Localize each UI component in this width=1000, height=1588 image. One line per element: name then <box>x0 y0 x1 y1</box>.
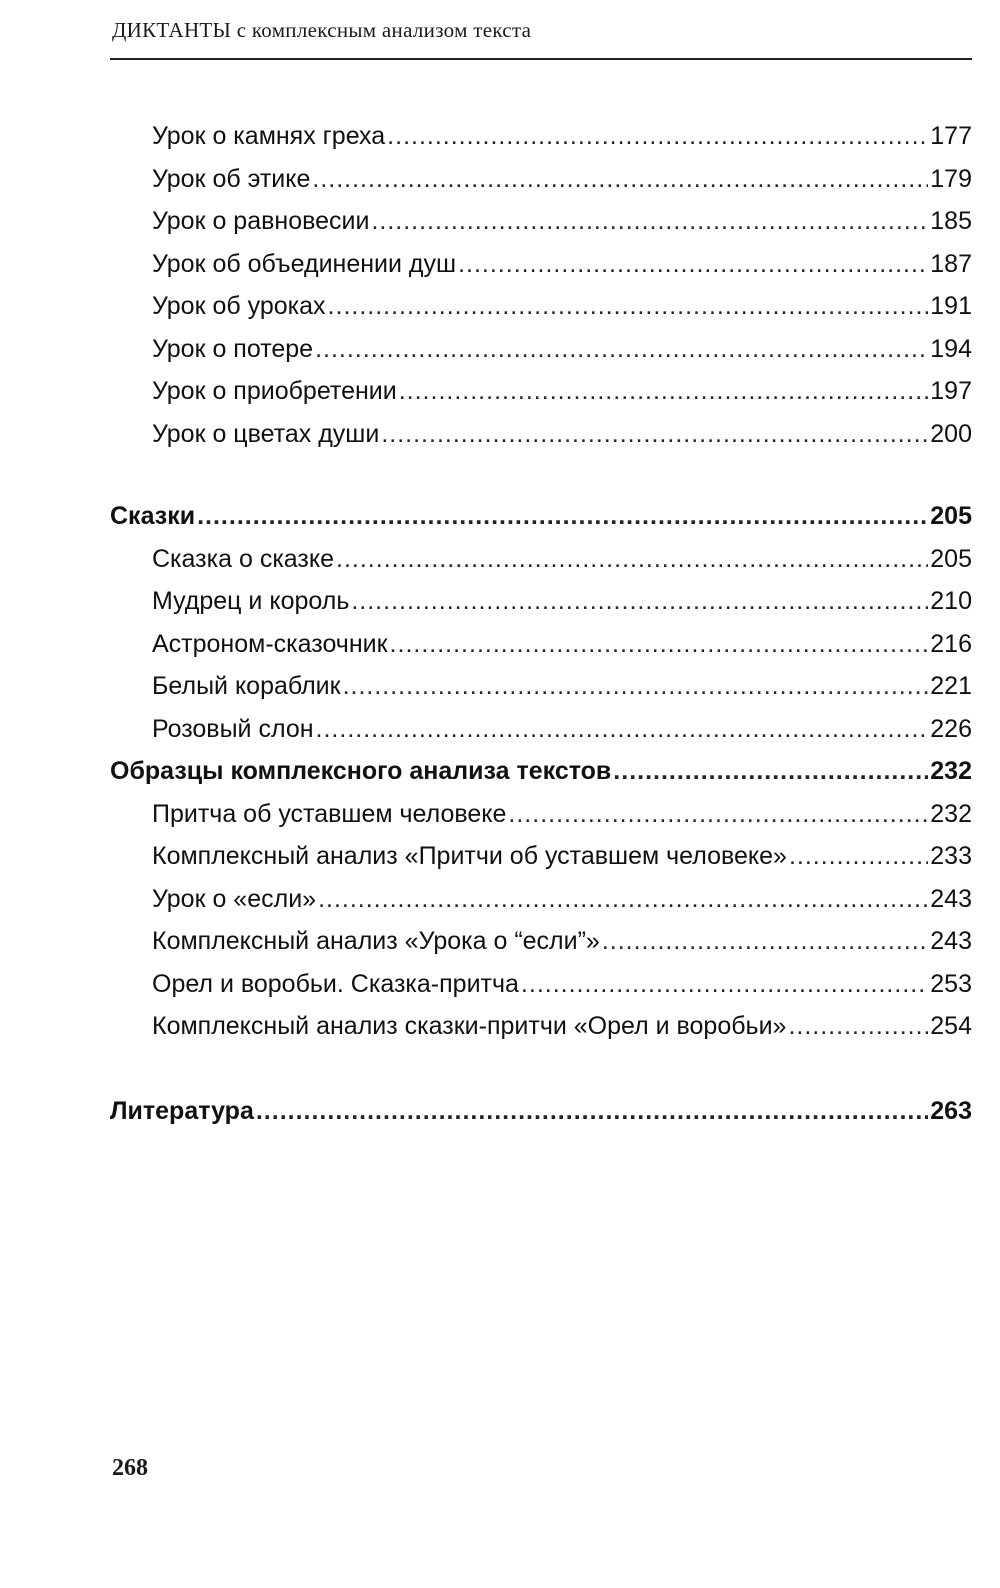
toc-entry <box>110 665 972 708</box>
toc-leader-dots <box>351 580 928 623</box>
header-rule <box>110 58 972 60</box>
toc-leader-dots <box>328 285 929 328</box>
toc-leader-dots <box>315 328 928 371</box>
toc-entry-page: 226 <box>930 714 972 743</box>
toc-entry-title: Астроном-сказочник <box>152 629 388 658</box>
toc-entry-page: 233 <box>930 842 972 870</box>
toc-entry-title: Урок о «если» <box>152 884 317 913</box>
toc-entry <box>110 623 972 666</box>
table-of-contents <box>110 115 972 1132</box>
toc-entry-page: 205 <box>930 544 972 573</box>
toc-entry-page: 177 <box>930 122 972 150</box>
section-spacer <box>110 455 972 495</box>
toc-section <box>110 495 972 538</box>
toc-entry <box>110 328 972 371</box>
toc-entry-page: 187 <box>930 249 972 278</box>
toc-entry <box>110 708 972 751</box>
toc-entry <box>110 1005 972 1048</box>
toc-section-title: Сказки <box>110 502 196 530</box>
toc-entry-page: 191 <box>930 292 972 320</box>
toc-entry-page: 179 <box>930 164 972 193</box>
toc-entry-title: Орел и воробьи. Сказка-притча <box>152 969 519 998</box>
toc-entry <box>110 243 972 286</box>
toc-entry-page: 221 <box>930 672 972 700</box>
toc-entry-page: 243 <box>930 927 972 955</box>
toc-section-page: 232 <box>930 757 972 785</box>
toc-entry-page: 254 <box>930 1012 972 1040</box>
toc-entry-page: 194 <box>930 334 972 363</box>
toc-leader-dots <box>343 665 929 708</box>
toc-entry-title: Урок о равновесии <box>152 207 370 235</box>
toc-entry-title: Комплексный анализ «Урока о “если”» <box>152 927 600 955</box>
toc-leader-dots <box>788 1005 928 1048</box>
toc-entry-title: Урок о цветах души <box>152 419 380 448</box>
toc-entry-title: Комплексный анализ «Притчи об уставшем человеке» <box>152 842 787 870</box>
toc-entry-title: Комплексный анализ сказки-притчи «Орел и воробьи» <box>152 1012 787 1040</box>
toc-leader-dots <box>336 538 928 581</box>
toc-entry <box>110 920 972 963</box>
toc-leader-dots <box>318 878 928 921</box>
toc-leader-dots <box>387 115 928 158</box>
toc-entry <box>110 793 972 836</box>
toc-leader-dots <box>390 623 929 666</box>
toc-leader-dots <box>602 920 928 963</box>
toc-section <box>110 750 972 793</box>
page-number: 268 <box>112 1455 148 1481</box>
toc-leader-dots <box>371 200 928 243</box>
toc-entry-title: Сказка о сказке <box>152 544 335 573</box>
toc-entry-page: 253 <box>930 969 972 998</box>
toc-entry-title: Белый кораблик <box>152 672 341 700</box>
toc-entry-page: 185 <box>930 207 972 235</box>
toc-entry-title: Притча об уставшем человеке <box>152 799 507 828</box>
toc-entry-title: Урок об уроках <box>152 292 326 320</box>
toc-leader-dots <box>197 495 928 538</box>
toc-entry-title: Мудрец и король <box>152 587 350 615</box>
toc-section-page: 263 <box>930 1096 972 1125</box>
toc-leader-dots <box>789 835 928 878</box>
running-header: ДИКТАНТЫ с комплексным анализом текста <box>112 18 532 42</box>
toc-entry <box>110 200 972 243</box>
toc-entry <box>110 963 972 1006</box>
toc-entry-page: 200 <box>930 419 972 448</box>
toc-entry-title: Урок о камнях греха <box>152 122 386 150</box>
toc-entry <box>110 158 972 201</box>
toc-leader-dots <box>458 243 928 286</box>
toc-entry-title: Розовый слон <box>152 714 314 743</box>
toc-section-page: 205 <box>930 502 972 530</box>
toc-leader-dots <box>381 413 928 456</box>
toc-entry <box>110 413 972 456</box>
toc-leader-dots <box>256 1090 928 1133</box>
toc-entry <box>110 538 972 581</box>
toc-section-title: Литература <box>110 1096 254 1125</box>
toc-leader-dots <box>613 750 928 793</box>
toc-leader-dots <box>312 158 928 201</box>
toc-section-title: Образцы комплексного анализа текстов <box>110 757 612 785</box>
toc-section <box>110 1090 972 1133</box>
toc-entry <box>110 835 972 878</box>
toc-entry-page: 232 <box>930 799 972 828</box>
toc-entry-title: Урок об этике <box>152 164 311 193</box>
toc-entry <box>110 580 972 623</box>
toc-leader-dots <box>316 708 929 751</box>
toc-leader-dots <box>508 793 928 836</box>
toc-leader-dots <box>521 963 928 1006</box>
toc-entry <box>110 285 972 328</box>
toc-leader-dots <box>399 370 929 413</box>
toc-entry-title: Урок об объединении душ <box>152 249 457 278</box>
toc-entry-page: 243 <box>930 884 972 913</box>
toc-entry <box>110 115 972 158</box>
toc-entry-title: Урок о приобретении <box>152 377 397 405</box>
toc-entry-page: 197 <box>930 377 972 405</box>
toc-entry-page: 210 <box>930 587 972 615</box>
section-spacer <box>110 1048 972 1090</box>
toc-entry-title: Урок о потере <box>152 334 314 363</box>
toc-entry <box>110 878 972 921</box>
toc-entry-page: 216 <box>930 629 972 658</box>
toc-entry <box>110 370 972 413</box>
